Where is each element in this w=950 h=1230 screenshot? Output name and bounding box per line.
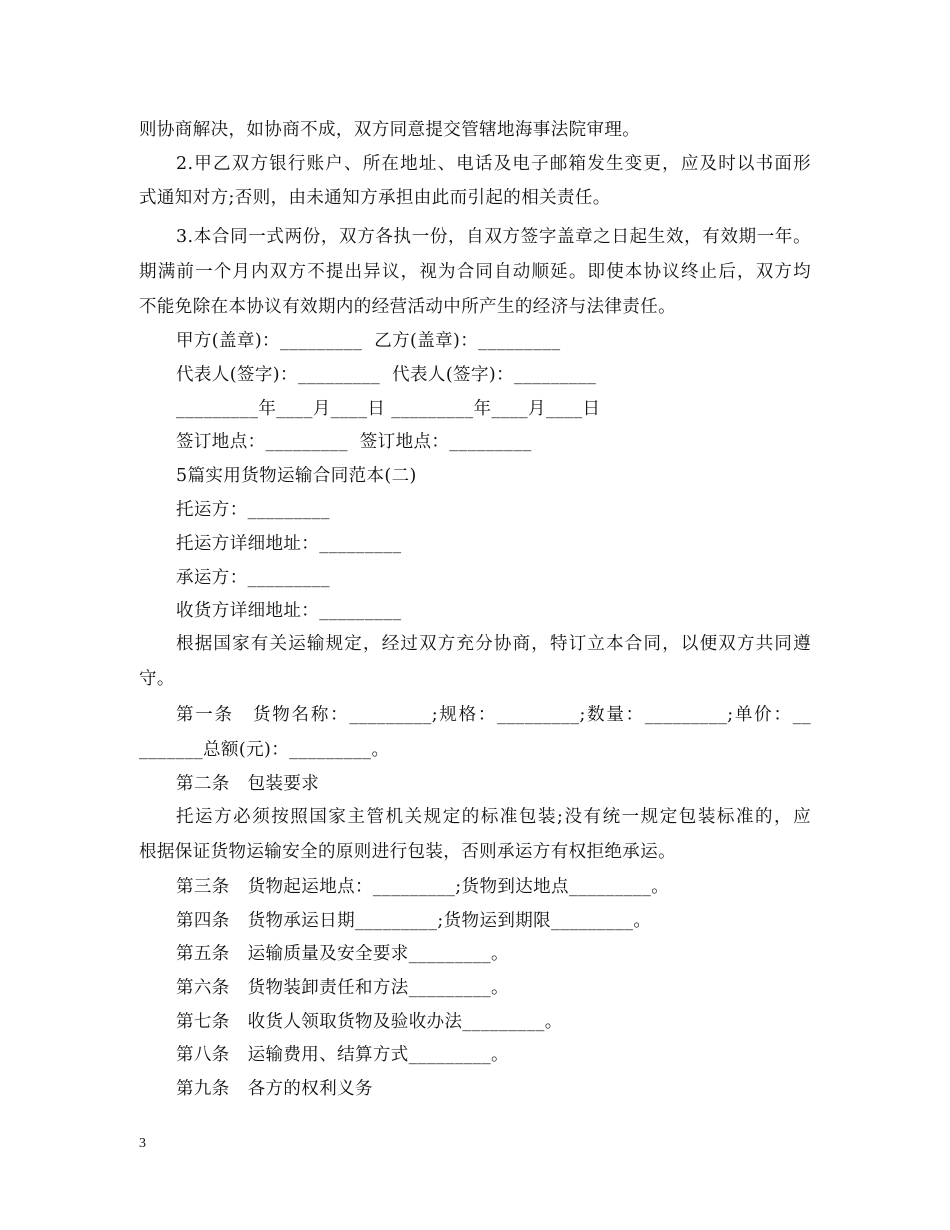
- text-line: 根据国家有关运输规定，经过双方充分协商，特订立本合同，以便双方共同遵: [176, 634, 811, 654]
- article-3: 第三条 货物起运地点：_________;货物到达地点_________。: [176, 877, 670, 897]
- article-8: 第八条 运输费用、结算方式_________。: [176, 1045, 509, 1065]
- article-5: 第五条 运输质量及安全要求_________。: [176, 944, 509, 964]
- text-line: 期满前一个月内双方不提出异议，视为合同自动顺延。即使本协议终止后，双方均: [139, 262, 811, 282]
- text-line: 根据保证货物运输安全的原则进行包装，否则承运方有权拒绝承运。: [139, 842, 676, 862]
- text-line: 托运方详细地址：_________: [176, 534, 402, 554]
- article-2: 第二条 包装要求: [176, 774, 320, 794]
- signature-line-date: _________年____月____日 _________年____月____日: [176, 399, 601, 419]
- article-1-cont: _______总额(元)：_________。: [139, 740, 390, 760]
- signature-line-party: 甲方(盖章)：_________ 乙方(盖章)：_________: [176, 331, 561, 351]
- text-line: 不能免除在本协议有效期内的经营活动中所产生的经济与法律责任。: [139, 297, 676, 317]
- article-9: 第九条 各方的权利义务: [176, 1079, 373, 1099]
- page-number: 3: [139, 1136, 146, 1151]
- text-line: 2.甲乙双方银行账户、所在地址、电话及电子邮箱发生变更，应及时以书面形: [176, 154, 811, 174]
- article-6: 第六条 货物装卸责任和方法_________。: [176, 978, 509, 998]
- text-line: 守。: [139, 669, 175, 689]
- text-line: 收货方详细地址：_________: [176, 601, 402, 621]
- text-line: 承运方：_________: [176, 568, 330, 588]
- text-line: 托运方必须按照国家主管机关规定的标准包装;没有统一规定包装标准的，应: [176, 807, 811, 827]
- text-line: 式通知对方;否则，由未通知方承担由此而引起的相关责任。: [139, 188, 611, 208]
- text-line: 托运方：_________: [176, 500, 330, 520]
- text-line: 3.本合同一式两份，双方各执一份，自双方签字盖章之日起生效，有效期一年。: [176, 227, 811, 247]
- article-4: 第四条 货物承运日期_________;货物运到期限_________。: [176, 911, 652, 931]
- article-1: 第一条 货物名称：_________;规格：_________;数量：_________;单价：__: [176, 705, 811, 725]
- signature-line-place: 签订地点：_________ 签订地点：_________: [176, 432, 532, 452]
- section-title: 5篇实用货物运输合同范本(二): [176, 466, 417, 486]
- signature-line-representative: 代表人(签字)：_________ 代表人(签字)：_________: [176, 365, 597, 385]
- article-7: 第七条 收货人领取货物及验收办法_________。: [176, 1012, 563, 1032]
- text-line: 则协商解决，如协商不成，双方同意提交管辖地海事法院审理。: [139, 120, 641, 140]
